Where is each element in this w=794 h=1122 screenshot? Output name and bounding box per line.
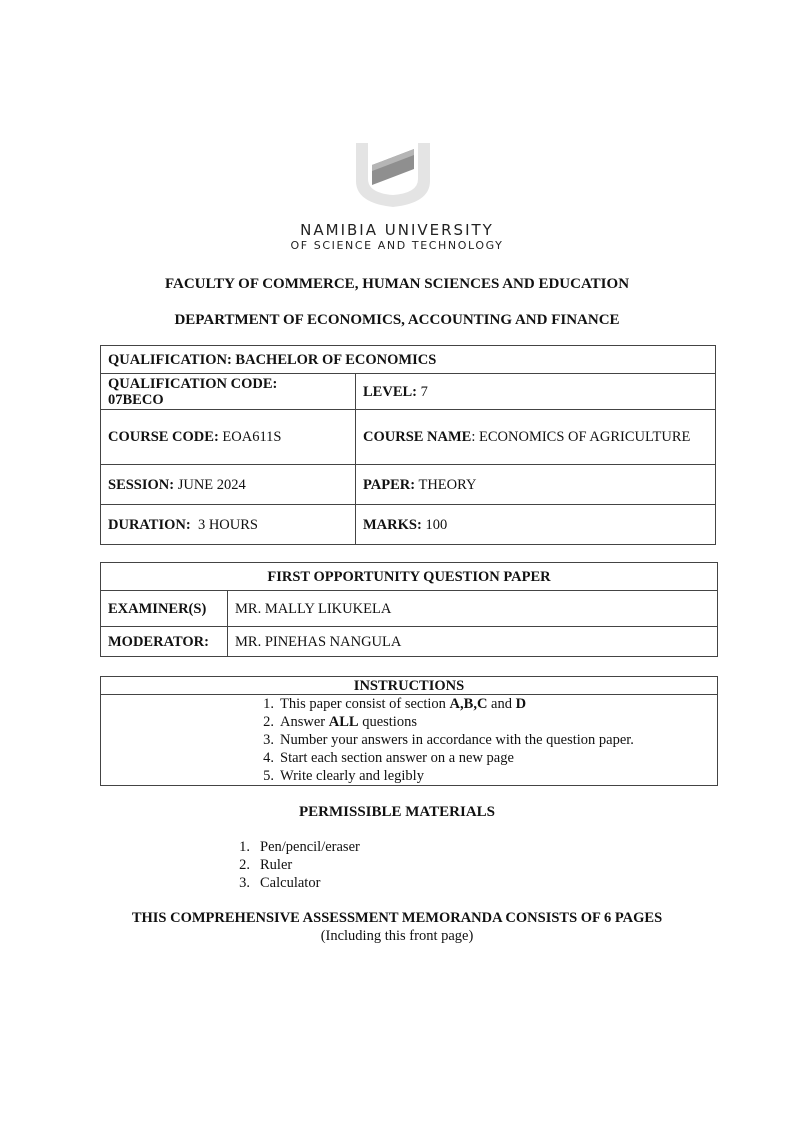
instructions-list-cell <box>101 695 718 786</box>
moderator-name: MR. PINEHAS NANGULA <box>235 633 402 650</box>
instructions-list <box>101 695 717 785</box>
examiner-label-cell <box>101 591 228 627</box>
page-count-subnote: (Including this front page) <box>320 928 474 944</box>
course-name-cell <box>356 410 716 465</box>
course-code-cell <box>101 410 356 465</box>
course-code-label: COURSE CODE: <box>108 429 219 445</box>
material-item <box>232 874 360 892</box>
department-heading: DEPARTMENT OF ECONOMICS, ACCOUNTING AND FINANCE <box>174 312 620 328</box>
duration-cell <box>101 505 356 545</box>
level-label: LEVEL: <box>363 383 417 400</box>
paper-cell <box>356 465 716 505</box>
instruction-bold: D <box>515 696 527 712</box>
instruction-bold: ALL <box>328 714 359 730</box>
instruction-item <box>251 767 717 785</box>
instruction-item <box>251 731 717 749</box>
material-number: 1. <box>239 839 250 855</box>
course-name-label: COURSE NAME <box>363 429 472 445</box>
examiners-table <box>100 562 718 657</box>
instructions-title: INSTRUCTIONS <box>353 677 465 694</box>
instruction-item <box>251 749 717 767</box>
instruction-text: and <box>487 696 516 712</box>
university-subtitle: OF SCIENCE AND TECHNOLOGY <box>290 239 504 252</box>
material-text: Ruler <box>260 857 293 873</box>
paper-type-cell <box>101 563 718 591</box>
material-item <box>232 856 360 874</box>
instruction-number: 5. <box>263 768 274 784</box>
qualification-label: QUALIFICATION: <box>108 351 232 368</box>
instruction-text: Start each section answer on a new page <box>280 750 514 766</box>
qualification-value: BACHELOR OF ECONOMICS <box>235 351 437 368</box>
level-value: 7 <box>420 383 428 400</box>
qualification-code-label: QUALIFICATION CODE: <box>108 375 278 392</box>
instruction-text: questions <box>358 714 417 730</box>
marks-cell <box>356 505 716 545</box>
instruction-text: This paper consist of section <box>280 696 450 712</box>
marks-value: 100 <box>425 516 448 533</box>
qualification-code-cell <box>101 374 356 410</box>
session-label: SESSION: <box>108 476 175 493</box>
moderator-value-cell <box>228 627 718 657</box>
course-name-value: : ECONOMICS OF AGRICULTURE <box>471 429 691 445</box>
examiner-label: EXAMINER(S) <box>108 600 207 617</box>
instruction-bold: A,B,C <box>449 696 488 712</box>
material-number: 2. <box>239 857 250 873</box>
paper-value: THEORY <box>418 476 477 493</box>
university-name: NAMIBIA UNIVERSITY <box>300 221 494 239</box>
paper-type-title: FIRST OPPORTUNITY QUESTION PAPER <box>267 568 551 585</box>
instruction-text: Answer <box>280 714 329 730</box>
examiner-name: MR. MALLY LIKUKELA <box>235 600 392 617</box>
material-number: 3. <box>239 875 250 891</box>
course-code-value: EOA611S <box>222 429 282 445</box>
instruction-text: Write clearly and legibly <box>280 768 424 784</box>
moderator-label: MODERATOR: <box>108 633 209 650</box>
instruction-item <box>251 695 717 713</box>
session-cell <box>101 465 356 505</box>
instruction-number: 4. <box>263 750 274 766</box>
duration-value: 3 HOURS <box>197 516 258 533</box>
course-details-table <box>100 345 716 545</box>
instruction-text: Number your answers in accordance with the question paper. <box>280 732 634 748</box>
instruction-number: 3. <box>263 732 274 748</box>
material-text: Pen/pencil/eraser <box>260 839 360 855</box>
instructions-title-cell <box>101 677 718 695</box>
instructions-table <box>100 676 718 786</box>
qualification-code-value: 07BECO <box>108 391 164 408</box>
university-logo <box>348 133 438 213</box>
instruction-item <box>251 713 717 731</box>
page-count-note: THIS COMPREHENSIVE ASSESSMENT MEMORANDA CONSISTS OF 6 PAGES <box>131 910 663 926</box>
faculty-heading: FACULTY OF COMMERCE, HUMAN SCIENCES AND EDUCATION <box>164 276 630 292</box>
moderator-label-cell <box>101 627 228 657</box>
permissible-materials-title: PERMISSIBLE MATERIALS <box>298 804 496 820</box>
material-text: Calculator <box>260 875 321 891</box>
examiner-value-cell <box>228 591 718 627</box>
instruction-number: 2. <box>263 714 274 730</box>
session-value: JUNE 2024 <box>177 476 246 493</box>
duration-label: DURATION: <box>108 516 191 533</box>
paper-label: PAPER: <box>363 476 416 493</box>
instruction-number: 1. <box>263 696 274 712</box>
material-item <box>232 838 360 856</box>
marks-label: MARKS: <box>363 516 422 533</box>
level-cell <box>356 374 716 410</box>
qualification-cell <box>101 346 716 374</box>
permissible-materials-list <box>232 838 360 892</box>
